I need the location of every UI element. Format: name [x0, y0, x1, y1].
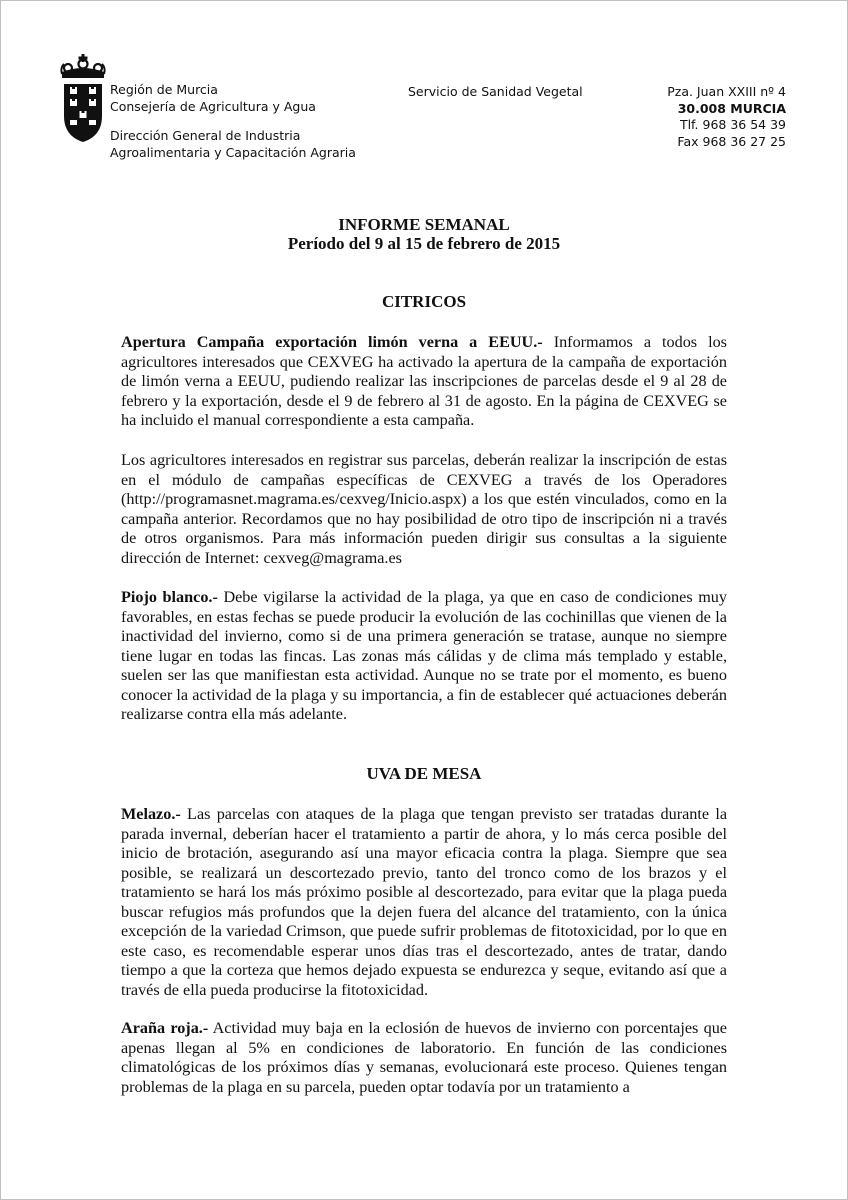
paragraph-melazo — [121, 805, 727, 1000]
address-phone: Tlf. 968 36 54 39 — [679, 117, 786, 132]
address-street: Pza. Juan XXIII nº 4 — [667, 84, 786, 99]
organization-block — [110, 82, 316, 115]
paragraph-lead: Melazo.- — [121, 805, 181, 823]
address-city: 30.008 MURCIA — [677, 100, 786, 116]
region-name: Región de Murcia — [110, 82, 218, 97]
coat-of-arms-icon — [58, 54, 108, 144]
address-block — [667, 84, 786, 150]
paragraph-limon-verna — [121, 333, 727, 431]
report-title: INFORME SEMANAL — [338, 215, 510, 234]
address-fax: Fax 968 36 27 25 — [677, 133, 786, 149]
paragraph-piojo-blanco — [121, 588, 727, 725]
paragraph-lead: Apertura Campaña exportación limón verna a EEUU.- — [121, 333, 543, 351]
ministry-name: Consejería de Agricultura y Agua — [110, 98, 316, 114]
paragraph-text: Informamos a todos los agricultores interesados que CEXVEG ha activado la apertura de la campaña de exportación de limón verna a EEUU, pudiendo realizar las inscripciones de parcelas desde el 9 al 28 de febrero y la exportación, desde el 9 de febrero al 31 de agosto. En la página de CEXVEG se ha incluido el manual correspondiente a esta campaña. — [121, 333, 727, 429]
paragraph-text: Los agricultores interesados en registrar sus parcelas, deberán realizar la inscripción de estas en el módulo de campañas específicas de CEXVEG a través de los Operadores (http://programasnet.magrama.es/cexveg/Inicio.aspx) a los que estén vinculados, como en la campaña anterior. Recordamos que no hay posibilidad de otro tipo de inscripción ni a través de otros organismos. Para más información pueden dirigir sus consultas a la siguiente dirección de Internet: cexveg@magrama.es — [121, 451, 727, 567]
paragraph-lead: Piojo blanco.- — [121, 588, 218, 606]
section-heading-uva-de-mesa: UVA DE MESA — [366, 764, 482, 783]
department-line-2: Agroalimentaria y Capacitación Agraria — [110, 144, 356, 160]
paragraph-text: Las parcelas con ataques de la plaga que tengan previsto ser tratadas durante la parada invernal, deberían hacer el tratamiento a partir de ahora, y lo más cerca posible del inicio de brotación, asegurando así una mayor eficacia contra la plaga. Siempre que sea posible, se realizará un descortezado previo, tanto del tronco como de los brazos y el tratamiento se hará los más próximo posible al descortezado, para evitar que la plaga pueda buscar refugios más profundos que la dejen fuera del alcance del tratamiento, con la única excepción de la variedad Crimson, que puede sufrir problemas de fitotoxicidad, por lo que en este caso, es recomendable esperar unos días tras el descortezado, antes de tratar, dando tiempo a que la corteza que hemos dejado expuesta se endurezca y seque, evitando así que a través de ella pueda producirse la fitotoxicidad. — [121, 805, 727, 999]
paragraph-lead: Araña roja.- — [121, 1019, 209, 1037]
department-block — [110, 128, 356, 161]
paragraph-registration — [121, 451, 727, 568]
report-period: Período del 9 al 15 de febrero de 2015 — [287, 234, 561, 253]
section-heading-citricos: CITRICOS — [381, 292, 467, 311]
paragraph-text: Actividad muy baja en la eclosión de huevos de invierno con porcentajes que apenas llegan al 5% en condiciones de laboratorio. En función de las condiciones climatológicas de los próximos días y semanas, evolucionará este proceso. Quienes tengan problemas de la plaga en su parcela, pueden optar todavía por un tratamiento a — [121, 1019, 727, 1096]
service-name: Servicio de Sanidad Vegetal — [408, 84, 583, 99]
paragraph-arana-roja — [121, 1019, 727, 1097]
paragraph-text: Debe vigilarse la actividad de la plaga, ya que en caso de condiciones muy favorables, en estas fechas se puede producir la evolución de las cochinillas que vienen de la inactividad del invierno, como si de una primera generación se tratase, aunque no siempre tiene lugar en todas las fincas. Las zonas más cálidas y de clima más templado y estable, suelen ser las que manifiestan esta actividad. Aunque no se trate por el momento, es bueno conocer la actividad de la plaga y su importancia, a fin de establecer qué actuaciones deberán realizarse contra ella más adelante. — [121, 588, 727, 723]
department-line-1: Dirección General de Industria — [110, 128, 301, 143]
